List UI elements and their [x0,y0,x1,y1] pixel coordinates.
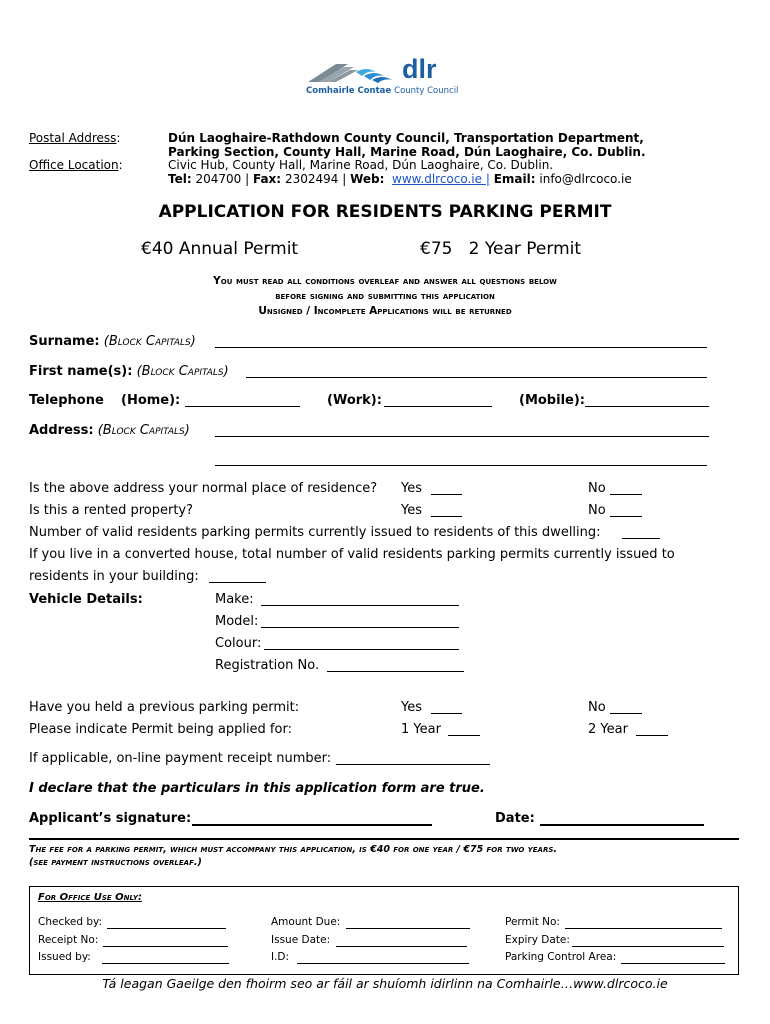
id-label: I.D: [271,951,290,963]
issue-date-field[interactable] [336,946,467,947]
office-use-box [29,886,739,975]
permit-no-field[interactable] [565,928,722,929]
model-field[interactable] [261,627,459,628]
residence-no-label: No [588,481,606,496]
receipt-number-label: If applicable, on-line payment receipt number: [29,751,332,766]
home-phone-field[interactable] [185,406,300,407]
colour-field[interactable] [264,649,459,650]
email-address: info@dlrcoco.ie [539,172,632,186]
rented-question: Is this a rented property? [29,503,194,518]
id-field[interactable] [297,963,469,964]
irish-version-note: Tá leagan Gaeilge den fhoirm seo ar fáil ar shuíomh idirlinn na Comhairle…www.dlrcoco.ie [102,976,668,991]
expiry-date-label: Expiry Date: [505,934,570,946]
previous-yes-field[interactable] [431,713,462,714]
office-use-title: For Office Use Only: [38,892,142,903]
parking-area-field[interactable] [621,963,725,964]
registration-label: Registration No. [215,658,320,673]
mobile-phone-field[interactable] [585,406,709,407]
rented-yes-label: Yes [401,503,422,518]
issue-date-label: Issue Date: [271,934,331,946]
website-link[interactable]: www.dlrcoco.ie [392,172,483,186]
receipt-number-field[interactable] [336,764,490,765]
surname-label: Surname: (Block Capitals) [29,334,196,349]
office-location-label: Office Location: [29,158,123,172]
work-phone-label: (Work): [327,393,382,408]
previous-no-field[interactable] [610,713,642,714]
annual-permit-option: €40 Annual Permit [141,239,299,259]
firstname-field[interactable] [246,377,707,378]
vehicle-details-label: Vehicle Details: [29,592,143,607]
previous-no-label: No [588,700,606,715]
address-field-line-2[interactable] [215,465,707,466]
parking-area-label: Parking Control Area: [505,951,617,963]
residence-no-field[interactable] [610,494,642,495]
two-year-permit-option: €75 2 Year Permit [420,239,582,259]
permit-type-question: Please indicate Permit being applied for: [29,722,292,737]
two-year-label: 2 Year [588,722,628,737]
contact-line: Tel: 204700 | Fax: 2302494 | Web: www.dlrcoco.ie | Email: info@dlrcoco.ie [168,172,632,186]
notice-line-1: You must read all conditions overleaf and answer all questions below [213,275,557,287]
fee-note-line-1: The fee for a parking permit, which must accompany this application, is €40 for one year / €75 for two years. [29,844,557,855]
receipt-no-label: Receipt No: [38,934,99,946]
previous-yes-label: Yes [401,700,422,715]
residence-yes-label: Yes [401,481,422,496]
signature-field[interactable] [192,824,432,826]
one-year-field[interactable] [448,735,480,736]
notice-line-2: before signing and submitting this application [275,290,495,302]
notice-line-3: Unsigned / Incomplete Applications will be returned [258,305,512,317]
address-line-2: Parking Section, County Hall, Marine Road, Dún Laoghaire, Co. Dublin. [168,145,646,159]
firstname-label: First name(s): (Block Capitals) [29,364,229,379]
residence-question: Is the above address your normal place of residence? [29,481,378,496]
issued-by-label: Issued by: [38,951,91,963]
registration-field[interactable] [327,671,464,672]
logo-council-name: Comhairle Contae County Council [306,86,459,96]
signature-label: Applicant’s signature: [29,811,192,826]
two-year-field[interactable] [636,735,668,736]
form-title: APPLICATION FOR RESIDENTS PARKING PERMIT [158,202,612,222]
council-logo [306,54,466,100]
permits-in-dwelling-field[interactable] [622,538,660,539]
fee-note-line-2: (see payment instructions overleaf.) [29,857,202,868]
address-line-1: Dún Laoghaire-Rathdown County Council, Transportation Department, [168,131,644,145]
previous-permit-question: Have you held a previous parking permit: [29,700,300,715]
mobile-phone-label: (Mobile): [519,393,585,408]
surname-field[interactable] [215,347,707,348]
logo-brand: dlr [402,54,437,84]
work-phone-field[interactable] [384,406,492,407]
colour-label: Colour: [215,636,262,651]
telephone-label: Telephone [29,393,104,408]
amount-due-label: Amount Due: [271,916,341,928]
issued-by-field[interactable] [102,963,229,964]
logo-wave-icon [306,58,406,88]
make-field[interactable] [261,605,459,606]
address-field-line-1[interactable] [215,436,709,437]
checked-by-field[interactable] [107,928,226,929]
office-location-text: Civic Hub, County Hall, Marine Road, Dún Laoghaire, Co. Dublin. [168,158,554,172]
converted-house-question-cont: residents in your building: [29,569,199,584]
date-label: Date: [495,811,535,826]
home-phone-label: (Home): [121,393,181,408]
expiry-date-field[interactable] [572,946,724,947]
receipt-no-field[interactable] [103,946,228,947]
date-field[interactable] [540,824,704,826]
permit-no-label: Permit No: [505,916,560,928]
residence-yes-field[interactable] [431,494,462,495]
one-year-label: 1 Year [401,722,441,737]
rented-no-label: No [588,503,606,518]
checked-by-label: Checked by: [38,916,103,928]
declaration-text: I declare that the particulars in this application form are true. [29,781,485,796]
address-label: Address: (Block Capitals) [29,423,190,438]
converted-house-question: If you live in a converted house, total number of valid residents parking permits currently issued to [29,547,675,562]
amount-due-field[interactable] [346,928,470,929]
permits-in-dwelling-question: Number of valid residents parking permits currently issued to residents of this dwelling: [29,525,601,540]
make-label: Make: [215,592,254,607]
section-divider [29,838,739,840]
postal-address-label: Postal Address: [29,131,121,145]
model-label: Model: [215,614,259,629]
rented-no-field[interactable] [610,516,642,517]
rented-yes-field[interactable] [431,516,462,517]
permits-in-building-field[interactable] [209,582,266,583]
